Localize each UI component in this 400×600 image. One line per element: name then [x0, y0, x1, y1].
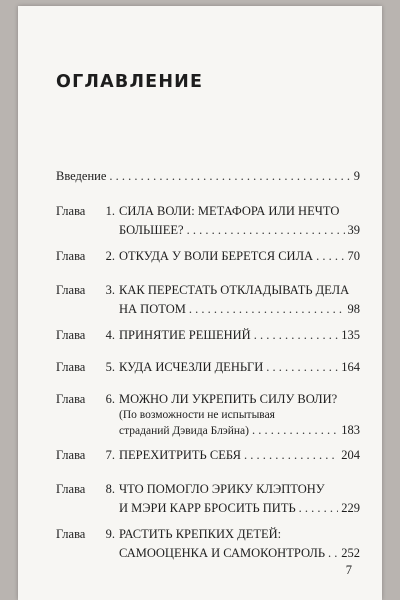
entry-title: РАСТИТЬ КРЕПКИХ ДЕТЕЙ: [119, 527, 282, 541]
entry-page: 164 [341, 360, 360, 374]
chapter-label: Глава [56, 527, 86, 541]
entry-page: 135 [341, 328, 360, 342]
chapter-number: 8. [105, 482, 115, 496]
entry-page: 204 [341, 448, 360, 462]
dot-leader [244, 448, 338, 464]
chapter-number: 4. [105, 328, 115, 342]
entry-page: 183 [341, 423, 360, 437]
entry-title: Введение [56, 169, 107, 183]
entry-page: 39 [347, 222, 360, 237]
chapter-label: Глава [56, 448, 86, 462]
chapter-number: 7. [105, 448, 115, 462]
book-page [18, 6, 382, 600]
chapter-label: Глава [56, 360, 86, 374]
dot-leader [187, 223, 345, 239]
chapter-number: 6. [105, 392, 115, 406]
entry-title: ПЕРЕХИТРИТЬ СЕБЯ [119, 448, 241, 462]
chapter-label: Глава [56, 249, 86, 263]
entry-title-continued: НА ПОТОМ [119, 301, 186, 316]
page-title: ОГЛАВЛЕНИЕ [56, 72, 204, 92]
chapter-label: Глава [56, 204, 86, 218]
chapter-number: 9. [105, 527, 115, 541]
dot-leader [252, 423, 338, 439]
chapter-label: Глава [56, 328, 86, 342]
entry-title-continued: БОЛЬШЕЕ? [119, 222, 184, 237]
dot-leader [189, 302, 345, 318]
chapter-number: 3. [105, 283, 115, 297]
entry-title: ПРИНЯТИЕ РЕШЕНИЙ [119, 328, 251, 342]
entry-subtitle-continued: страданий Дэвида Блэйна) [119, 425, 249, 437]
chapter-label: Глава [56, 482, 86, 496]
chapter-number: 2. [105, 249, 115, 263]
dot-leader [254, 328, 339, 344]
entry-title: КАК ПЕРЕСТАТЬ ОТКЛАДЫВАТЬ ДЕЛА [119, 283, 350, 297]
entry-title-continued: И МЭРИ КАРР БРОСИТЬ ПИТЬ [119, 500, 296, 515]
entry-title: СИЛА ВОЛИ: МЕТАФОРА ИЛИ НЕЧТО [119, 204, 340, 218]
dot-leader [299, 501, 339, 517]
entry-page: 9 [353, 169, 360, 183]
dot-leader [328, 546, 338, 562]
chapter-label: Глава [56, 392, 86, 406]
entry-title: МОЖНО ЛИ УКРЕПИТЬ СИЛУ ВОЛИ? [119, 392, 338, 406]
entry-subtitle: (По возможности не испытывая [119, 408, 275, 421]
entry-title: ОТКУДА У ВОЛИ БЕРЕТСЯ СИЛА [119, 249, 314, 263]
entry-page: 70 [347, 249, 360, 263]
chapter-number: 5. [105, 360, 115, 374]
dot-leader [266, 360, 338, 376]
page-number: 7 [345, 563, 352, 577]
dot-leader [316, 249, 344, 265]
entry-page: 252 [341, 545, 360, 560]
entry-page: 98 [347, 301, 360, 316]
chapter-label: Глава [56, 283, 86, 297]
entry-title: ЧТО ПОМОГЛО ЭРИКУ КЛЭПТОНУ [119, 482, 325, 496]
dot-leader [109, 169, 350, 185]
entry-page: 229 [341, 500, 360, 515]
chapter-number: 1. [105, 204, 115, 218]
entry-title-continued: САМООЦЕНКА И САМОКОНТРОЛЬ [119, 545, 326, 560]
table-of-contents [18, 6, 382, 600]
entry-title: КУДА ИСЧЕЗЛИ ДЕНЬГИ [119, 360, 264, 374]
